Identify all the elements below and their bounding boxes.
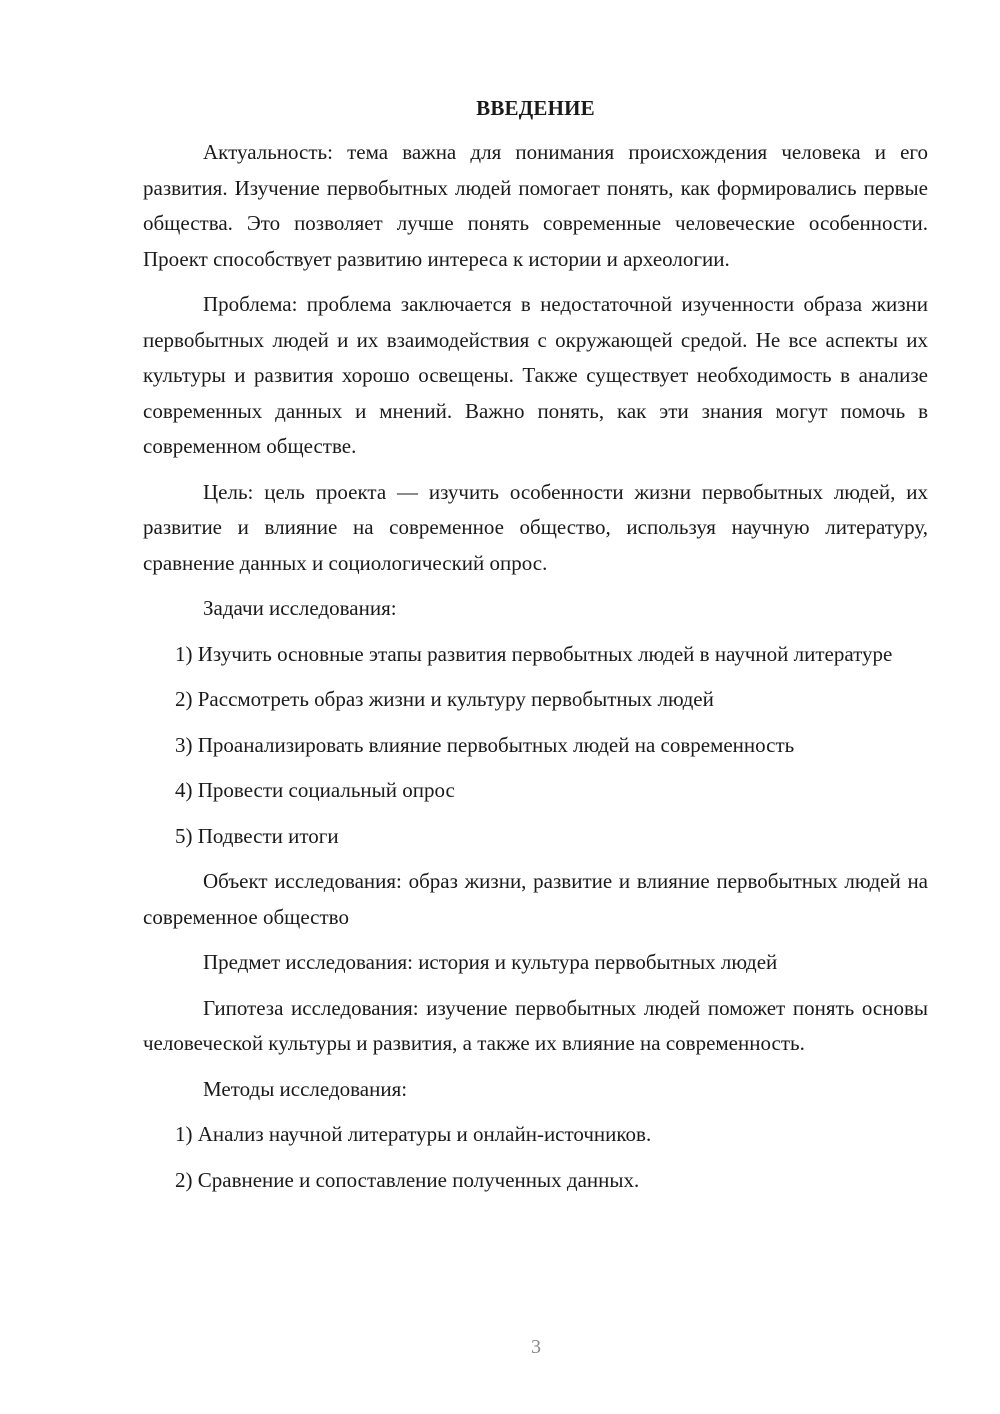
task-item: 3) Проанализировать влияние первобытных людей на современность [175,732,795,757]
object-paragraph: Объект исследования: образ жизни, развитие и влияние первобытных людей на современное общество [143,869,928,929]
document-page [143,96,928,1208]
section-heading: ВВЕДЕНИЕ [476,96,595,120]
method-item: 1) Анализ научной литературы и онлайн-источников. [175,1122,652,1146]
problem-paragraph: Проблема: проблема заключается в недостаточной изученности образа жизни первобытных людей и их взаимодействия с окружающей средой. Не все аспекты их культуры и развития хорошо освещены. Также существует необходимость в анализе современных данных и мнений. Важно понять, как эти знания могут помочь в современном обществе. [143,292,928,458]
tasks-title: Задачи исследования: [203,596,397,620]
task-item: 5) Подвести итоги [175,823,339,848]
method-item: 2) Сравнение и сопоставление полученных данных. [175,1167,640,1192]
goal-paragraph: Цель: цель проекта — изучить особенности жизни первобытных людей, их развитие и влияние на современное общество, используя научную литературу, сравнение данных и социологический опрос. [143,479,928,575]
page-number: 3 [531,1336,541,1358]
relevance-paragraph: Актуальность: тема важна для понимания происхождения человека и его развития. Изучение первобытных людей помогает понять, как формировались первые общества. Это позволяет лучше понять современные человеческие особенности. Проект способствует развитию интереса к истории и археологии. [143,140,928,271]
task-item: 2) Рассмотреть образ жизни и культуру первобытных людей [175,687,714,711]
subject-paragraph: Предмет исследования: история и культура первобытных людей [203,950,778,974]
hypothesis-paragraph: Гипотеза исследования: изучение первобытных людей поможет понять основы человеческой культуры и развития, а также их влияние на современность. [143,995,928,1055]
task-item: 1) Изучить основные этапы развития первобытных людей в научной литературе [175,641,893,666]
methods-title: Методы исследования: [203,1076,408,1101]
task-item: 4) Провести социальный опрос [175,778,455,802]
